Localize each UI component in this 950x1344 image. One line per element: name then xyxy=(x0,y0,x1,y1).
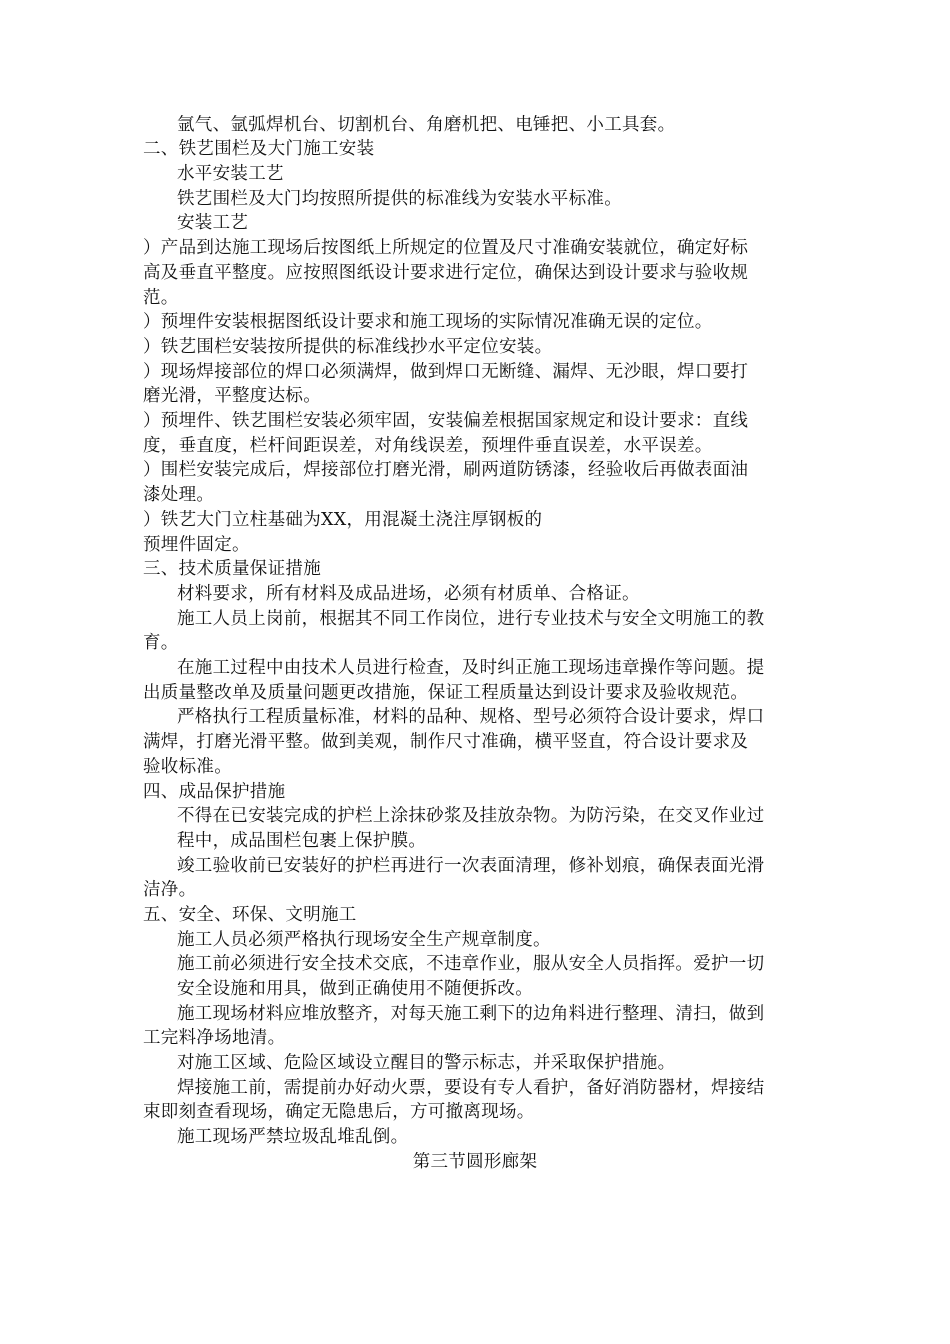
section-heading: 二、铁艺围栏及大门施工安装 xyxy=(143,139,375,159)
text-line: 铁艺围栏及大门均按照所提供的标准线为安装水平标准。 xyxy=(177,189,622,209)
section-title: 第三节圆形廊架 xyxy=(412,1152,538,1172)
text-line: 在施工过程中由技术人员进行检查，及时纠正施工现场违章操作等问题。提 xyxy=(177,658,765,678)
text-line: ）现场焊接部位的焊口必须满焊，做到焊口无断缝、漏焊、无沙眼，焊口要打 xyxy=(143,362,749,382)
text-line: 束即刻查看现场，确定无隐患后，方可撤离现场。 xyxy=(143,1102,535,1122)
text-line: ）产品到达施工现场后按图纸上所规定的位置及尺寸准确安装就位，确定好标 xyxy=(143,238,749,258)
text-line: 漆处理。 xyxy=(143,485,215,505)
subheading: 安装工艺 xyxy=(177,213,249,233)
text-line: 验收标准。 xyxy=(143,757,232,777)
text-line: 施工现场严禁垃圾乱堆乱倒。 xyxy=(177,1127,409,1147)
text-line: 育。 xyxy=(143,633,179,653)
section-heading: 三、技术质量保证措施 xyxy=(143,559,321,579)
section-heading: 五、安全、环保、文明施工 xyxy=(143,905,357,925)
text-line: 工完料净场地清。 xyxy=(143,1028,286,1048)
text-line: 不得在已安装完成的护栏上涂抹砂浆及挂放杂物。为防污染，在交叉作业过 xyxy=(177,806,765,826)
text-line: 施工人员必须严格执行现场安全生产规章制度。 xyxy=(177,930,551,950)
text-line: 氩气、氩弧焊机台、切割机台、角磨机把、电锤把、小工具套。 xyxy=(177,115,676,135)
text-line: 施工前必须进行安全技术交底，不违章作业，服从安全人员指挥。爱护一切 xyxy=(177,954,765,974)
text-line: 施工人员上岗前，根据其不同工作岗位，进行专业技术与安全文明施工的教 xyxy=(177,609,765,629)
text-line: 预埋件固定。 xyxy=(143,535,250,555)
text-line: 磨光滑，平整度达标。 xyxy=(143,386,321,406)
text-line: 范。 xyxy=(143,288,179,308)
text-line: 对施工区域、危险区域设立醒目的警示标志，并采取保护措施。 xyxy=(177,1053,676,1073)
text-line: 材料要求，所有材料及成品进场，必须有材质单、合格证。 xyxy=(177,584,640,604)
text-line: ）铁艺大门立柱基础为XX，用混凝土浇注厚钢板的 xyxy=(143,510,543,530)
text-line: ）预埋件安装根据图纸设计要求和施工现场的实际情况准确无误的定位。 xyxy=(143,312,713,332)
text-line: 程中，成品围栏包裹上保护膜。 xyxy=(177,831,427,851)
text-line: 竣工验收前已安装好的护栏再进行一次表面清理，修补划痕，确保表面光滑 xyxy=(177,856,765,876)
text-line: ）铁艺围栏安装按所提供的标准线抄水平定位安装。 xyxy=(143,337,553,357)
text-line: 施工现场材料应堆放整齐，对每天施工剩下的边角料进行整理、清扫，做到 xyxy=(177,1004,765,1024)
text-line: ）预埋件、铁艺围栏安装必须牢固，安装偏差根据国家规定和设计要求：直线 xyxy=(143,411,749,431)
text-line: 满焊，打磨光滑平整。做到美观，制作尺寸准确，横平竖直，符合设计要求及 xyxy=(143,732,749,752)
text-line: ）围栏安装完成后，焊接部位打磨光滑，刷两道防锈漆，经验收后再做表面油 xyxy=(143,460,749,480)
text-line: 洁净。 xyxy=(143,880,197,900)
text-line: 出质量整改单及质量问题更改措施，保证工程质量达到设计要求及验收规范。 xyxy=(143,683,749,703)
text-line: 安全设施和用具，做到正确使用不随便拆改。 xyxy=(177,979,533,999)
subheading: 水平安装工艺 xyxy=(177,164,284,184)
text-line: 度，垂直度，栏杆间距误差，对角线误差，预埋件垂直误差，水平误差。 xyxy=(143,436,713,456)
text-line: 焊接施工前，需提前办好动火票，要设有专人看护，备好消防器材，焊接结 xyxy=(177,1078,765,1098)
text-line: 高及垂直平整度。应按照图纸设计要求进行定位，确保达到设计要求与验收规 xyxy=(143,263,749,283)
section-heading: 四、成品保护措施 xyxy=(143,782,286,802)
text-line: 严格执行工程质量标准，材料的品种、规格、型号必须符合设计要求，焊口 xyxy=(177,707,765,727)
